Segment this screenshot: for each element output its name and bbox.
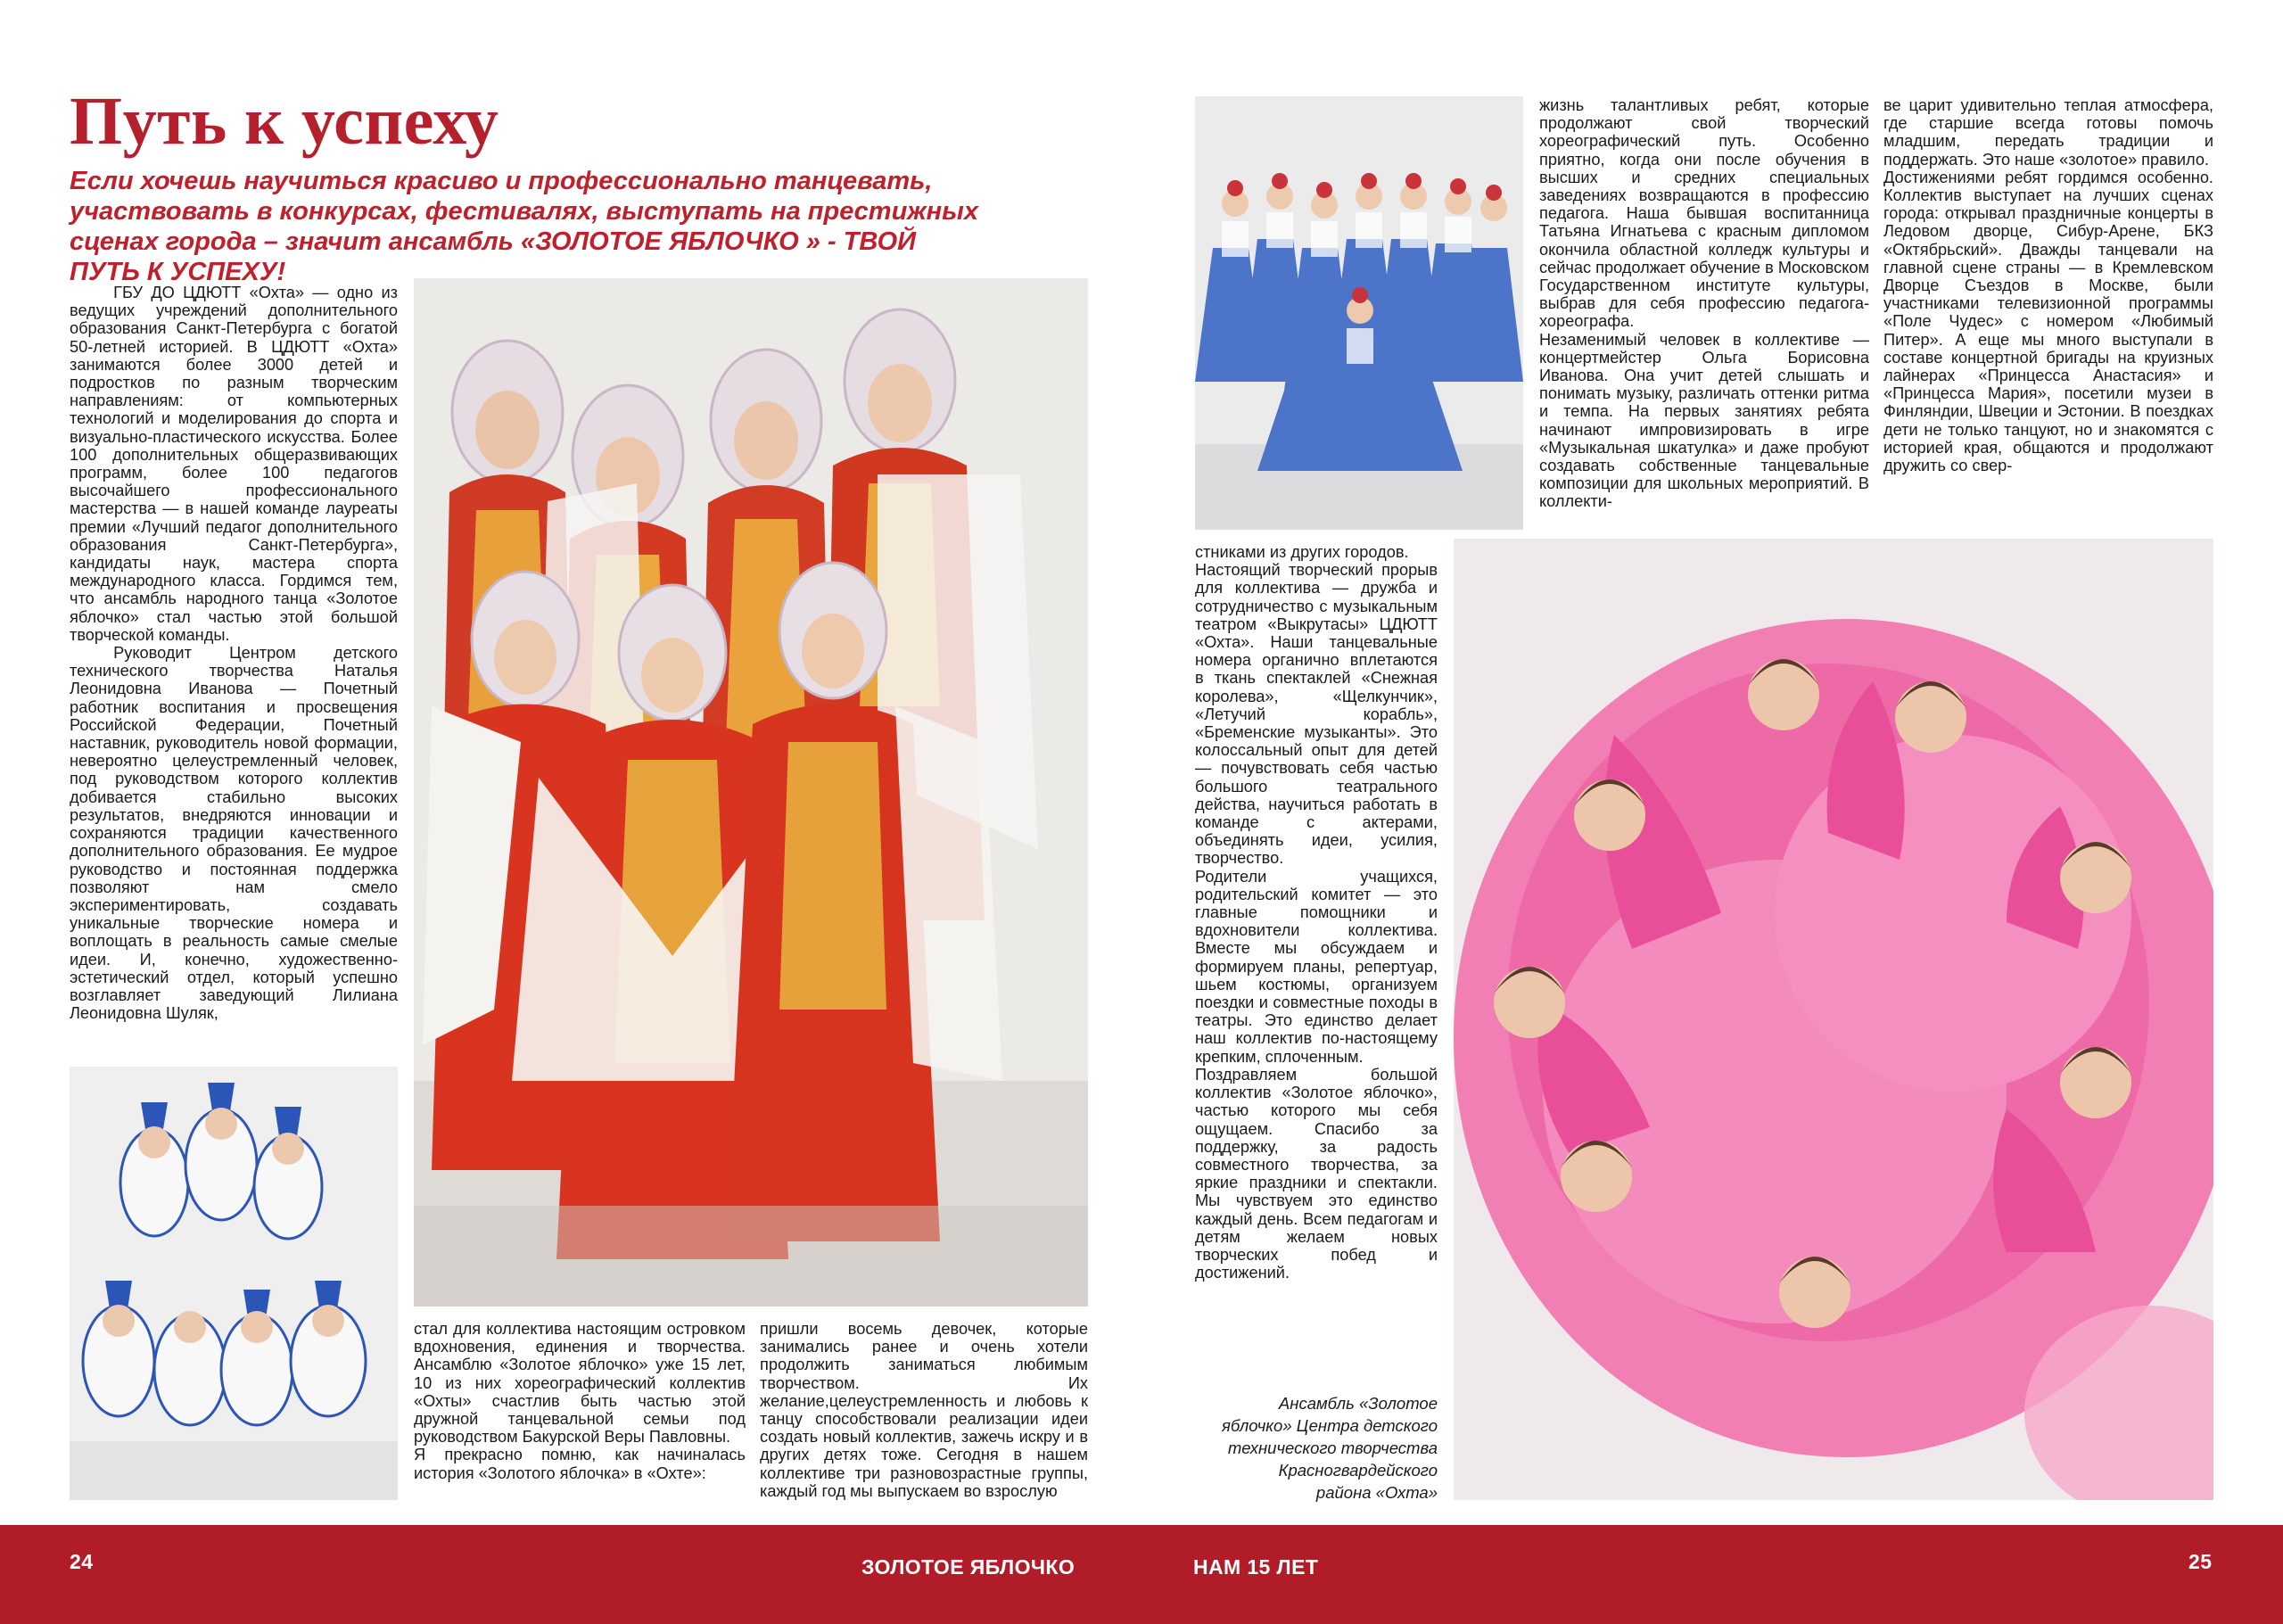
text-column-2: [414, 1320, 746, 1482]
paragraph: стниками из других городов.: [1195, 543, 1409, 561]
page-title: Путь к успеху: [70, 84, 499, 159]
paragraph: ГБУ ДО ЦДЮТТ «Охта» — одно из ведущих учреждений дополнительного образования Санкт-Петербурга с богатой 50-летней историей. В ЦДЮТТ «Охта» занимаются более 3000 детей и подростков по разным творческим направлениям: от компьютерных технологий и моделирования до спорта и визуально-пластического искусства. Более 100 дополнительных общеразвивающих программ, более 100 педагогов высочайшего профессионального мастерства — в нашей команде лауреаты премии «Лучший педагог дополнительного образования Санкт-Петербурга», кандидаты наук, мастера спорта международного класса. Гордимся тем, что ансамбль народного танца «Золотое яблочко» стал частью этой большой творческой команды.: [70, 284, 398, 644]
page-number-right: 25: [2188, 1550, 2213, 1573]
paragraph: Достижениями ребят гордимся особенно. Коллектив выступает на лучших сценах города: открывал праздничные концерты в Ледовом дворце, Сибур-Арене, БКЗ «Октябрьский». Дважды танцевали на главной сцене страны — в Кремлевском Дворце Съездов в Москве, были участниками телевизионной программы «Поле Чудес» с номером «Любимый Питер». А еще мы много выступали в составе концертной бригады на круизных лайнерах «Принцесса Анастасия» и «Принцесса Мария», посетили музеи в Финляндии, Швеции и Эстонии. В поездках дети не только танцуют, но и знакомятся с историей края, общаются и продолжают дружить со свер-: [1883, 168, 2213, 475]
paragraph: ве царит удивительно теплая атмосфера, где старшие всегда готовы помочь младшим, передать традиции и поддержать. Это наше «золотое» правило.: [1883, 96, 2213, 169]
photo-children-gzhel: [70, 1067, 398, 1500]
page-number-left: 24: [70, 1550, 94, 1573]
paragraph: Я прекрасно помню, как начиналась история «Золотого яблочка» в «Охте»:: [414, 1446, 746, 1482]
caption-line: технического творчества: [1227, 1439, 1438, 1457]
text-column-5: [1883, 96, 2213, 474]
text-column-4: [1539, 96, 1869, 511]
paragraph: жизнь талантливых ребят, которые продолжают свой творческий хореографический путь. Особенно приятно, когда они после обучения в высших и средних специальных заведениях возвращаются в профессию педагога. Наша бывшая воспитанница Татьяна Игнатьева с красным дипломом окончила областной колледж культуры и сейчас продолжает обучение в Московском Государственном институте культуры, выбрав для себя профессию педагога-хореографа.: [1539, 96, 1869, 331]
photo-group-blue-dresses: [1195, 96, 1523, 530]
lead-paragraph: Если хочешь научиться красиво и профессионально танцевать, участвовать в конкурсах, фестивалях, выступать на престижных сценах города – значит ансамбль «ЗОЛОТОЕ ЯБЛОЧКО » - ТВОЙ ПУТЬ К УСПЕХУ!: [70, 167, 979, 286]
caption-line: Красногвардейского: [1278, 1461, 1438, 1480]
caption-line: яблочко» Центра детского: [1221, 1416, 1438, 1435]
caption-line: Ансамбль «Золотое: [1278, 1394, 1438, 1413]
paragraph: Незаменимый человек в коллективе — концертмейстер Ольга Борисовна Иванова. Она учит детей слышать и понимать музыку, различать оттенки ритма и темпа. На первых занятиях ребята начинают импровизировать в игре «Музыкальная шкатулка» и даже пробуют создавать собственные танцевальные композиции для школьных мероприятий. В коллекти-: [1539, 330, 1869, 511]
page-footer: [0, 1525, 2283, 1624]
photo-caption: [1195, 1392, 1438, 1504]
text-column-3: [760, 1320, 1088, 1500]
paragraph: Родители учащихся, родительский комитет — это главные помощники и вдохновители коллектива. Вместе мы обсуждаем и формируем планы, репертуар, шьем костюмы, организуем поездки и совместные походы в театры. Это единство делает наш коллектив по-настоящему крепким, сплоченным.: [1195, 867, 1438, 1066]
photo-group-red-sarafans: [414, 278, 1088, 1307]
paragraph: Руководит Центром детского технического творчества Наталья Леонидовна Иванова — Почетный работник воспитания и просвещения Российской Федерации, Почетный наставник, руководитель новой формации, невероятно целеустремленный человек, под руководством которого коллектив добивается стабильно высоких результатов, внедряются инновации и сохраняются традиции качественного дополнительного образования. Ее мудрое руководство и постоянная поддержка позволяют нам смело экспериментировать, создавать уникальные творческие номера и воплощать в реальность самые смелые идеи. И, конечно, художественно-эстетический отдел, который успешно возглавляет заведующий Лилиана Леонидовна Шуляк,: [70, 644, 398, 1023]
paragraph: пришли восемь девочек, которые занимались ранее и очень хотели продолжить заниматься любимым творчеством. Их желание,целеустремленность и любовь к танцу способствовали реализации идеи создать новый коллектив, зажечь искру и в других детях тоже. Сегодня в нашем коллективе три разновозрастные группы, каждый год мы выпускаем во взрослую: [760, 1320, 1088, 1500]
text-column-1: [70, 284, 398, 1022]
caption-line: района «Охта»: [1315, 1483, 1438, 1502]
paragraph: Поздравляем большой коллектив «Золотое яблочко», частью которого мы себя ощущаем. Спасибо за поддержку, за радость совместного творчества, за яркие праздники и спектакли. Мы чувствуем это единство каждый день. Всем педагогам и детям желаем новых творческих побед и достижений.: [1195, 1065, 1438, 1282]
photo-ballet-pink: [1454, 539, 2213, 1500]
footer-title-left: ЗОЛОТОЕ ЯБЛОЧКО: [861, 1555, 1076, 1579]
text-column-4-bottom: [1195, 543, 1438, 1282]
paragraph: стал для коллектива настоящим островком вдохновения, единения и творчества. Ансамблю «Золотое яблочко» уже 15 лет, 10 из них хореографический коллектив «Охты» счастлив быть частью этой дружной танцевальной семьи под руководством Бакурской Веры Павловны.: [414, 1320, 746, 1447]
paragraph: Настоящий творческий прорыв для коллектива — дружба и сотрудничество с музыкальным театром «Выкрутасы» ЦДЮТТ «Охта». Наши танцевальные номера органично вплетаются в ткань спектаклей «Снежная королева», «Щелкунчик», «Летучий корабль», «Бременские музыканты». Это колоссальный опыт для детей — почувствовать себя частью большого театрального действа, научиться работать в команде с актерами, объединять идеи, усилия, творчество.: [1195, 561, 1438, 868]
footer-title-right: НАМ 15 ЛЕТ: [1193, 1555, 1319, 1579]
